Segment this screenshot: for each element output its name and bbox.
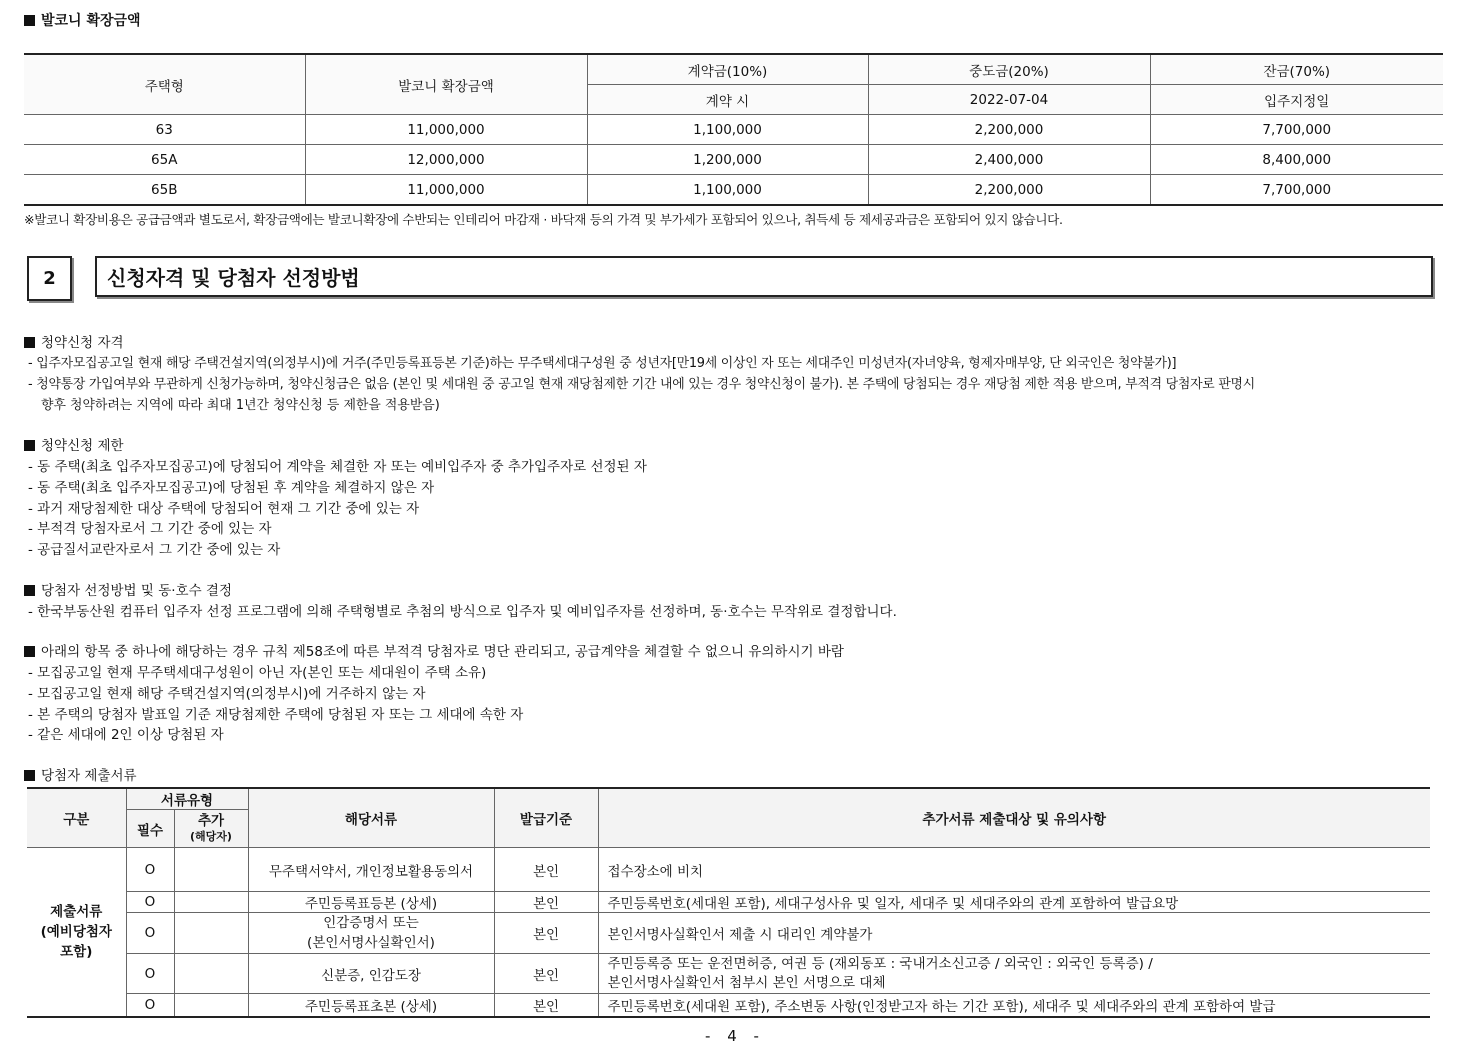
- additional-mark: [174, 954, 248, 994]
- required-mark: O: [126, 994, 174, 1018]
- cell-deposit: 1,100,000: [587, 115, 868, 145]
- header-notes: 추가서류 제출대상 및 유의사항: [598, 788, 1430, 848]
- cell-middle: 2,400,000: [868, 145, 1150, 175]
- restriction-title: 청약신청 제한: [41, 438, 124, 454]
- table-row: [27, 892, 1430, 913]
- note-line: 주민등록증 또는 운전면허증, 여권 등 (재외동포 : 국내거소신고증 / 외국인 : 외국인 등록증) /: [607, 955, 1153, 972]
- table-row: [27, 994, 1430, 1018]
- cell-balance: 7,700,000: [1150, 115, 1443, 145]
- required-mark: O: [126, 913, 174, 954]
- ineligible-line: - 본 주택의 당첨자 발표일 기준 재당첨제한 주택에 당첨된 자 또는 그 세대에 속한 자: [28, 707, 524, 723]
- square-bullet-icon: [24, 585, 35, 596]
- document-name-line: 인감증명서 또는: [323, 915, 419, 931]
- cell-amount: 12,000,000: [305, 145, 587, 175]
- category-cell: [27, 848, 126, 1018]
- restriction-heading: [24, 434, 124, 454]
- cell-type: 63: [24, 115, 305, 145]
- header-type: 주택형: [24, 54, 305, 115]
- note-line: 본인서명사실확인서 첨부시 본인 서명으로 대체: [607, 974, 886, 991]
- ineligible-line: - 모집공고일 현재 무주택세대구성원이 아닌 자(본인 또는 세대원이 주택 소유): [28, 665, 487, 681]
- section-number-badge: 2: [27, 256, 72, 301]
- cell-middle: 2,200,000: [868, 175, 1150, 206]
- documents-heading: [24, 764, 137, 784]
- table-row: [27, 913, 1430, 954]
- header-additional-sub: (해당자): [190, 829, 232, 843]
- issuer-cell: 본인: [494, 954, 598, 994]
- header-deposit: 계약금(10%): [587, 54, 868, 85]
- header-additional-label: 추가: [197, 812, 225, 829]
- balcony-section-title: [24, 10, 141, 30]
- restriction-line: - 과거 재당첨제한 대상 주택에 당첨되어 현재 그 기간 중에 있는 자: [28, 501, 420, 517]
- required-mark: O: [126, 954, 174, 994]
- category-line: 제출서류: [50, 904, 103, 920]
- cell-type: 65A: [24, 145, 305, 175]
- qualification-heading: [24, 331, 124, 351]
- note-cell: [598, 954, 1430, 994]
- note-cell: 접수장소에 비치: [598, 848, 1430, 892]
- category-line: 포함): [60, 944, 93, 960]
- header-issuer: 발급기준: [494, 788, 598, 848]
- ineligible-title: 아래의 항목 중 하나에 해당하는 경우 규칙 제58조에 따른 부적격 당첨자로 명단 관리되고, 공급계약을 체결할 수 없으니 유의하시기 바람: [41, 644, 844, 660]
- section-title: 신청자격 및 당첨자 선정방법: [95, 256, 1433, 297]
- cell-balance: 8,400,000: [1150, 145, 1443, 175]
- cell-amount: 11,000,000: [305, 115, 587, 145]
- square-bullet-icon: [24, 646, 35, 657]
- table-row: [24, 175, 1443, 206]
- table-row: [24, 145, 1443, 175]
- header-balance-when: 입주지정일: [1150, 85, 1443, 115]
- selection-title: 당첨자 선정방법 및 동·호수 결정: [41, 583, 232, 599]
- header-doc-type: 서류유형: [126, 788, 248, 810]
- cell-balance: 7,700,000: [1150, 175, 1443, 206]
- additional-mark: [174, 913, 248, 954]
- qualification-line: - 입주자모집공고일 현재 해당 주택건설지역(의정부시)에 거주(주민등록표등본 기준)하는 무주택세대구성원 중 성년자[만19세 이상인 자 또는 세대주인 미성년자(자녀양육, 형제자매부양, 단 외국인은 청약불가)]: [28, 356, 1177, 371]
- issuer-cell: 본인: [494, 994, 598, 1018]
- document-name: 주민등록표초본 (상세): [248, 994, 494, 1018]
- header-category: 구분: [27, 788, 126, 848]
- category-line: (예비당첨자: [40, 924, 112, 940]
- square-bullet-icon: [24, 770, 35, 781]
- table-row: [24, 115, 1443, 145]
- document-name: 신분증, 인감도장: [248, 954, 494, 994]
- note-cell: 주민등록번호(세대원 포함), 세대구성사유 및 일자, 세대주 및 세대주와의 관계 포함하여 발급요망: [598, 892, 1430, 913]
- square-bullet-icon: [24, 337, 35, 348]
- balcony-price-table: [24, 53, 1443, 206]
- header-document: 해당서류: [248, 788, 494, 848]
- page-number: - 4 -: [705, 1027, 765, 1045]
- note-cell: 주민등록번호(세대원 포함), 주소변동 사항(인정받고자 하는 기간 포함), 세대주 및 세대주와의 관계 포함하여 발급: [598, 994, 1430, 1018]
- additional-mark: [174, 994, 248, 1018]
- qualification-line: - 청약통장 가입여부와 무관하게 신청가능하며, 청약신청금은 없음 (본인 및 세대원 중 공고일 현재 재당첨제한 기간 내에 있는 경우 청약신청이 불가). 본 주택에 당첨되는 경우 재당첨 제한 적용 받으며, 부적격 당첨자로 판명시: [28, 377, 1255, 392]
- ineligible-line: - 같은 세대에 2인 이상 당첨된 자: [28, 727, 224, 743]
- required-mark: O: [126, 892, 174, 913]
- restriction-line: - 동 주택(최초 입주자모집공고)에 당첨된 후 계약을 체결하지 않은 자: [28, 480, 435, 496]
- balcony-title-text: 발코니 확장금액: [41, 13, 141, 29]
- square-bullet-icon: [24, 15, 35, 26]
- header-amount: 발코니 확장금액: [305, 54, 587, 115]
- issuer-cell: 본인: [494, 913, 598, 954]
- required-mark: O: [126, 848, 174, 892]
- table-row: [27, 848, 1430, 892]
- issuer-cell: 본인: [494, 848, 598, 892]
- header-balance: 잔금(70%): [1150, 54, 1443, 85]
- restriction-line: - 동 주택(최초 입주자모집공고)에 당첨되어 계약을 체결한 자 또는 예비입주자 중 추가입주자로 선정된 자: [28, 459, 647, 475]
- document-name: 주민등록표등본 (상세): [248, 892, 494, 913]
- additional-mark: [174, 892, 248, 913]
- issuer-cell: 본인: [494, 892, 598, 913]
- document-name: [248, 913, 494, 954]
- restriction-line: - 공급질서교란자로서 그 기간 중에 있는 자: [28, 542, 281, 558]
- cell-deposit: 1,200,000: [587, 145, 868, 175]
- note-cell: 본인서명사실확인서 제출 시 대리인 계약불가: [598, 913, 1430, 954]
- header-additional: [174, 810, 248, 848]
- cell-deposit: 1,100,000: [587, 175, 868, 206]
- header-deposit-when: 계약 시: [587, 85, 868, 115]
- document-name-line: (본인서명사실확인서): [307, 935, 435, 951]
- cell-type: 65B: [24, 175, 305, 206]
- restriction-line: - 부적격 당첨자로서 그 기간 중에 있는 자: [28, 521, 272, 537]
- square-bullet-icon: [24, 440, 35, 451]
- qualification-title: 청약신청 자격: [41, 335, 124, 351]
- additional-mark: [174, 848, 248, 892]
- ineligible-heading: [24, 640, 844, 660]
- selection-heading: [24, 579, 232, 599]
- selection-line: - 한국부동산원 컴퓨터 입주자 선정 프로그램에 의해 주택형별로 추첨의 방식으로 입주자 및 예비입주자를 선정하며, 동·호수는 무작위로 결정합니다.: [28, 604, 897, 620]
- table-row: [27, 954, 1430, 994]
- documents-table: [27, 787, 1430, 1018]
- cell-amount: 11,000,000: [305, 175, 587, 206]
- cell-middle: 2,200,000: [868, 115, 1150, 145]
- documents-title: 당첨자 제출서류: [41, 768, 137, 784]
- qualification-line: 향후 청약하려는 지역에 따라 최대 1년간 청약신청 등 제한을 적용받음): [41, 398, 440, 413]
- header-middle: 중도금(20%): [868, 54, 1150, 85]
- header-middle-when: 2022-07-04: [868, 85, 1150, 115]
- header-required: 필수: [126, 810, 174, 848]
- document-name: 무주택서약서, 개인정보활용동의서: [248, 848, 494, 892]
- ineligible-line: - 모집공고일 현재 해당 주택건설지역(의정부시)에 거주하지 않는 자: [28, 686, 426, 702]
- balcony-footnote: ※발코니 확장비용은 공급금액과 별도로서, 확장금액에는 발코니확장에 수반되는 인테리어 마감재 · 바닥재 등의 가격 및 부가세가 포함되어 있으나, 취득세 등 제세공과금은 포함되어 있지 않습니다.: [24, 212, 1063, 227]
